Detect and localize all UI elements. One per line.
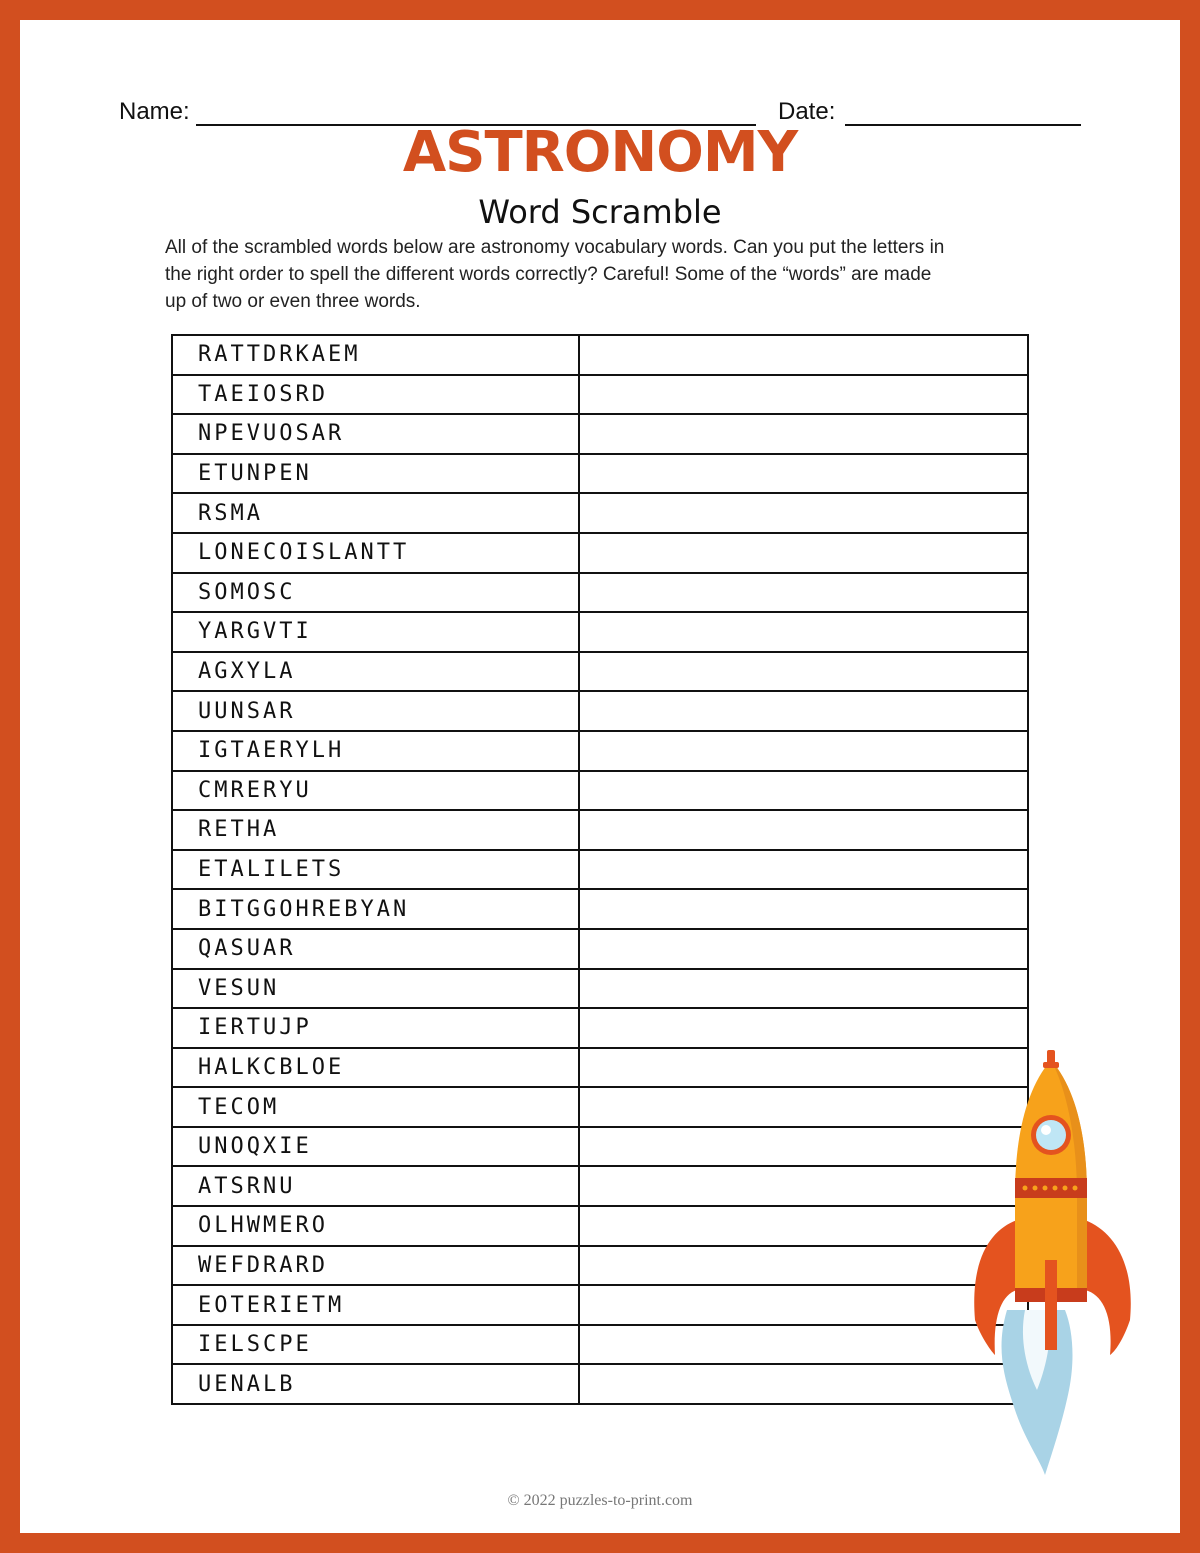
scrambled-word: IERTUJP bbox=[172, 1008, 579, 1048]
table-row bbox=[172, 1166, 1028, 1206]
answer-cell[interactable] bbox=[579, 929, 1028, 969]
table-row bbox=[172, 493, 1028, 533]
answer-cell[interactable] bbox=[579, 573, 1028, 613]
scrambled-word: AGXYLA bbox=[172, 652, 579, 692]
scrambled-word: NPEVUOSAR bbox=[172, 414, 579, 454]
table-row bbox=[172, 771, 1028, 811]
scrambled-word: ETALILETS bbox=[172, 850, 579, 890]
scrambled-word: UUNSAR bbox=[172, 691, 579, 731]
instructions-line: All of the scrambled words below are astronomy vocabulary words. Can you put the letters in bbox=[165, 237, 945, 258]
scrambled-word: RATTDRKAEM bbox=[172, 335, 579, 375]
scrambled-word: BITGGOHREBYAN bbox=[172, 889, 579, 929]
table-row bbox=[172, 731, 1028, 771]
scrambled-word: IGTAERYLH bbox=[172, 731, 579, 771]
table-row bbox=[172, 1364, 1028, 1404]
scrambled-word: TECOM bbox=[172, 1087, 579, 1127]
scrambled-word: TAEIOSRD bbox=[172, 375, 579, 415]
scrambled-word: ATSRNU bbox=[172, 1166, 579, 1206]
instructions bbox=[165, 234, 1045, 315]
answer-cell[interactable] bbox=[579, 969, 1028, 1009]
table-row bbox=[172, 1246, 1028, 1286]
table-row bbox=[172, 1087, 1028, 1127]
worksheet-page bbox=[20, 20, 1180, 1533]
answer-cell[interactable] bbox=[579, 335, 1028, 375]
table-row bbox=[172, 652, 1028, 692]
table-row bbox=[172, 1127, 1028, 1167]
scrambled-word: YARGVTI bbox=[172, 612, 579, 652]
answer-cell[interactable] bbox=[579, 375, 1028, 415]
table-row bbox=[172, 810, 1028, 850]
answer-cell[interactable] bbox=[579, 810, 1028, 850]
date-label: Date: bbox=[778, 98, 836, 125]
scrambled-word: UNOQXIE bbox=[172, 1127, 579, 1167]
instructions-line: the right order to spell the different words correctly? Careful! Some of the “words” are made bbox=[165, 264, 932, 285]
rocket-icon bbox=[945, 1020, 1145, 1480]
answer-cell[interactable] bbox=[579, 771, 1028, 811]
table-row bbox=[172, 335, 1028, 375]
table-row bbox=[172, 1285, 1028, 1325]
table-row bbox=[172, 454, 1028, 494]
table-row bbox=[172, 1048, 1028, 1088]
table-row bbox=[172, 929, 1028, 969]
scrambled-word: EOTERIETM bbox=[172, 1285, 579, 1325]
answer-cell[interactable] bbox=[579, 612, 1028, 652]
table-row bbox=[172, 850, 1028, 890]
scramble-table bbox=[171, 334, 1029, 1405]
table-row bbox=[172, 414, 1028, 454]
instructions-line: up of two or even three words. bbox=[165, 291, 421, 312]
table-row bbox=[172, 889, 1028, 929]
scrambled-word: RSMA bbox=[172, 493, 579, 533]
page-title: ASTRONOMY bbox=[402, 120, 798, 185]
answer-cell[interactable] bbox=[579, 850, 1028, 890]
answer-cell[interactable] bbox=[579, 691, 1028, 731]
scrambled-word: IELSCPE bbox=[172, 1325, 579, 1365]
table-row bbox=[172, 573, 1028, 613]
answer-cell[interactable] bbox=[579, 493, 1028, 533]
copyright-footer: © 2022 puzzles-to-print.com bbox=[507, 1492, 693, 1509]
scrambled-word: VESUN bbox=[172, 969, 579, 1009]
answer-cell[interactable] bbox=[579, 454, 1028, 494]
page-subtitle: Word Scramble bbox=[478, 193, 722, 231]
table-row bbox=[172, 375, 1028, 415]
scrambled-word: OLHWMERO bbox=[172, 1206, 579, 1246]
answer-cell[interactable] bbox=[579, 652, 1028, 692]
scrambled-word: UENALB bbox=[172, 1364, 579, 1404]
scrambled-word: HALKCBLOE bbox=[172, 1048, 579, 1088]
scrambled-word: RETHA bbox=[172, 810, 579, 850]
table-row bbox=[172, 969, 1028, 1009]
scrambled-word: LONECOISLANTT bbox=[172, 533, 579, 573]
table-row bbox=[172, 533, 1028, 573]
scrambled-word: WEFDRARD bbox=[172, 1246, 579, 1286]
table-row bbox=[172, 1325, 1028, 1365]
answer-cell[interactable] bbox=[579, 731, 1028, 771]
name-label: Name: bbox=[119, 98, 190, 125]
table-row bbox=[172, 1206, 1028, 1246]
answer-cell[interactable] bbox=[579, 414, 1028, 454]
answer-cell[interactable] bbox=[579, 889, 1028, 929]
table-row bbox=[172, 1008, 1028, 1048]
scrambled-word: QASUAR bbox=[172, 929, 579, 969]
table-row bbox=[172, 612, 1028, 652]
table-row bbox=[172, 691, 1028, 731]
scrambled-word: SOMOSC bbox=[172, 573, 579, 613]
scrambled-word: ETUNPEN bbox=[172, 454, 579, 494]
scrambled-word: CMRERYU bbox=[172, 771, 579, 811]
answer-cell[interactable] bbox=[579, 533, 1028, 573]
